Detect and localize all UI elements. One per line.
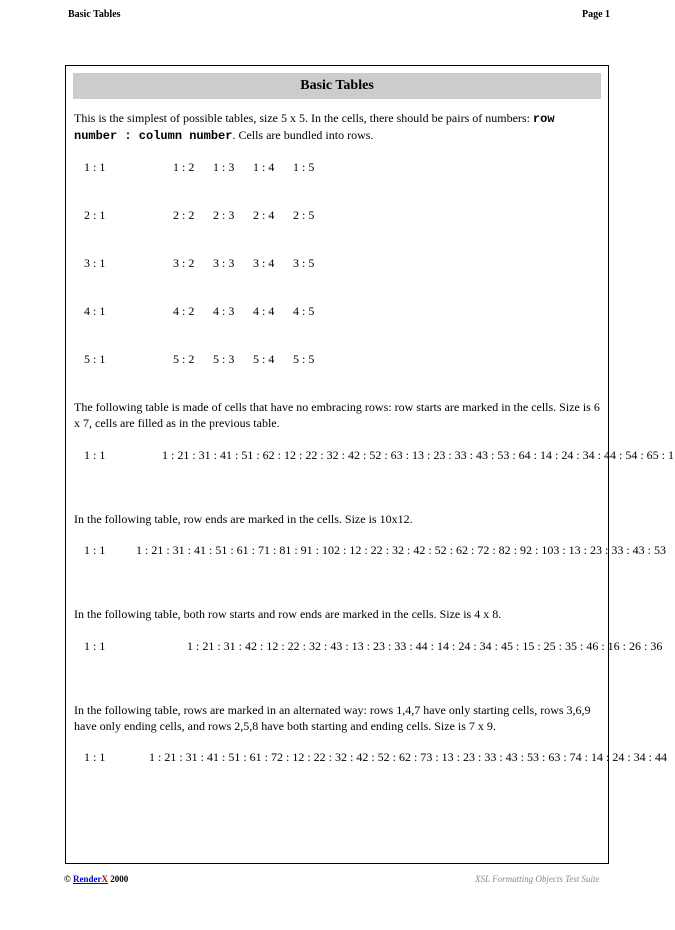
section1-intro-tail: . Cells are bundled into rows.	[232, 128, 374, 142]
section1-code: row number : column number	[74, 112, 555, 143]
section4-intro: In the following table, both row starts and row ends are marked in the cells. Size is 4 x 8.	[74, 607, 502, 621]
table-cell: 2 : 5	[293, 208, 315, 222]
section5-intro: In the following table, rows are marked in an alternated way: rows 1,4,7 have only starting cells, rows 3,6,9 have only ending cells, and rows 2,5,8 have both starting and ending cells. Size is 7 x 9.	[74, 703, 591, 733]
table-cell: 1 : 5	[293, 160, 315, 174]
page-frame	[65, 65, 675, 864]
table-cell: 5 : 1	[84, 352, 106, 366]
running-header-page-number: Page 1	[582, 9, 611, 20]
table-cell: 4 : 1	[84, 304, 106, 318]
footer-suite-name: XSL Formatting Objects Test Suite	[475, 874, 600, 884]
table-cell: 4 : 4	[253, 304, 275, 318]
section2-first-cell: 1 : 1	[84, 448, 106, 462]
section4-first-cell: 1 : 1	[84, 639, 106, 653]
table-cell: 2 : 3	[213, 208, 235, 222]
table-cell: 4 : 5	[293, 304, 315, 318]
table-cell: 3 : 4	[253, 256, 275, 270]
table-cell: 1 : 1	[84, 160, 106, 174]
section4-cell-strip: 1 : 21 : 31 : 42 : 12 : 22 : 32 : 43 : 13 : 23 : 33 : 44 : 14 : 24 : 34 : 45 : 15 : 25 : 35 : 46 : 16 : 26 : 36	[187, 639, 663, 653]
renderx-link[interactable]: RenderX	[72, 874, 108, 884]
section1-intro-text: This is the simplest of possible tables, size 5 x 5. In the cells, there should be pairs of numbers:	[74, 111, 533, 125]
section3-cell-strip: 1 : 21 : 31 : 41 : 51 : 61 : 71 : 81 : 91 : 102 : 12 : 22 : 32 : 42 : 52 : 62 : 72 : 82 : 92 : 103 : 13 : 23 : 33 : 43 : 53	[136, 543, 667, 557]
table-cell: 1 : 2	[173, 160, 195, 174]
table-cell: 2 : 2	[173, 208, 195, 222]
table-cell: 3 : 2	[173, 256, 195, 270]
section3-intro: In the following table, row ends are marked in the cells. Size is 10x12.	[74, 512, 413, 526]
section2-cell-strip: 1 : 21 : 31 : 41 : 51 : 62 : 12 : 22 : 32 : 42 : 52 : 63 : 13 : 23 : 33 : 43 : 53 : 64 : 14 : 24 : 34 : 44 : 54 : 65 : 1	[162, 448, 675, 462]
copyright-symbol: ©	[64, 874, 71, 884]
table-cell: 1 : 4	[253, 160, 275, 174]
table-cell: 5 : 3	[213, 352, 235, 366]
table-cell: 5 : 5	[293, 352, 315, 366]
table-cell: 4 : 3	[213, 304, 235, 318]
section3-first-cell: 1 : 1	[84, 543, 106, 557]
section2-intro: The following table is made of cells that have no embracing rows: row starts are marked in the cells. Size is 6 x 7, cells are filled as in the previous table.	[74, 400, 600, 430]
table-cell: 2 : 1	[84, 208, 106, 222]
table-cell: 3 : 1	[84, 256, 106, 270]
table-cell: 2 : 4	[253, 208, 275, 222]
section1-intro	[74, 110, 600, 144]
running-header-title: Basic Tables	[68, 9, 121, 20]
footer-copyright	[64, 874, 128, 884]
table-cell: 1 : 3	[213, 160, 235, 174]
section5-cell-strip: 1 : 21 : 31 : 41 : 51 : 61 : 72 : 12 : 22 : 32 : 42 : 52 : 62 : 73 : 13 : 23 : 33 : 43 : 53 : 63 : 74 : 14 : 24 : 34 : 44	[149, 750, 668, 764]
table-cell: 3 : 5	[293, 256, 315, 270]
footer-year: 2000	[110, 874, 129, 884]
page-title: Basic Tables	[73, 73, 601, 99]
table-cell: 3 : 3	[213, 256, 235, 270]
table-cell: 5 : 4	[253, 352, 275, 366]
table-cell: 4 : 2	[173, 304, 195, 318]
section5-first-cell: 1 : 1	[84, 750, 106, 764]
table-cell: 5 : 2	[173, 352, 195, 366]
